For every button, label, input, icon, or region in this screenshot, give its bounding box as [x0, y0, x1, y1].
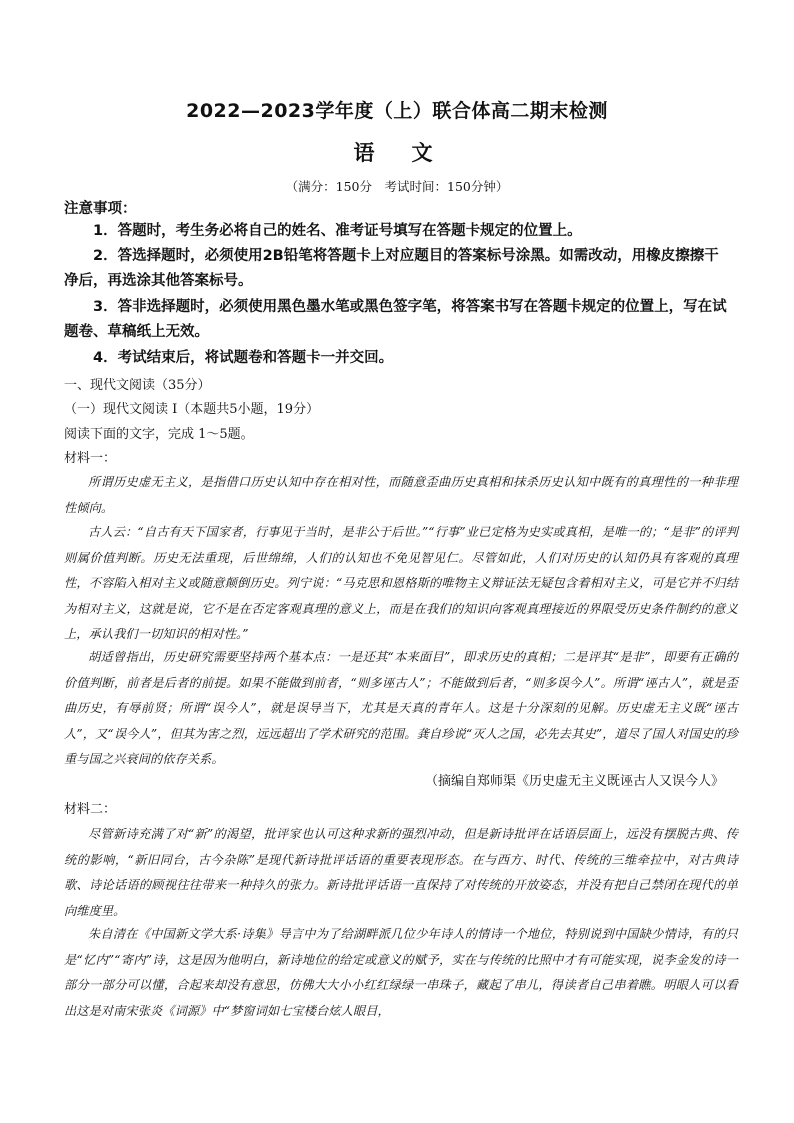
source-citation: （摘编自郑师渠《历史虚无主义既诬古人又误今人》 — [424, 774, 724, 789]
material2-paragraph: 尽管新诗充满了对“新”的渴望，批评家也认可这种求新的强烈冲动，但是新诗批评在话语层面上，远没有摆脱古典、传统的影响，“新旧同台，古今杂陈”是现代新诗批评话语的重要表现形态。在与西方、时代、传统的三维牵拉中，对古典诗歌、诗论话语的顾视往往带来一种持久的张力。新诗批评话语一直保持了对传统的开放姿态，并没有把自己禁闭在现代的单向维度里。 — [64, 827, 738, 918]
page-title: 2022—2023学年度（上）联合体高二期末检测 — [186, 100, 608, 122]
subsection-heading: （一）现代文阅读 I（本题共5小题，19分） — [64, 402, 320, 417]
notice-item: 4．考试结束后，将试题卷和答题卡一并交回。 — [93, 350, 394, 366]
section-heading: 一、现代文阅读（35分） — [64, 378, 211, 393]
subject-heading: 语 文 — [353, 141, 441, 165]
notice-item: 2．答选择题时，必须使用2B铅笔将答题卡上对应题目的答案标号涂黑。如需改动，用橡皮擦擦干净后，再选涂其他答案标号。 — [64, 248, 719, 289]
material-label: 材料二： — [64, 802, 117, 817]
notice-item: 1．答题时，考生务必将自己的姓名、准考证号填写在答题卡规定的位置上。 — [93, 223, 582, 239]
instruction-text: 阅读下面的文字，完成 1～5题。 — [64, 427, 254, 442]
exam-info: （满分：150分 考试时间：150分钟） — [285, 179, 509, 194]
material1-paragraph: 胡适曾指出，历史研究需要坚持两个基本点：一是还其“本来面目”，即求历史的真相；二是评其“是非”，即要有正确的价值判断，前者是后者的前提。如果不能做到前者，“则多诬古人”；不能做到后者，“则多误今人”。所谓“诬古人”，就是歪曲历史，有辱前贤；所谓“误今人”，就是误导当下，尤其是天真的青年人。这是十分深刻的见解。历史虚无主义既“诬古人”，又“误今人”，但其为害之烈，远远超出了学术研究的范围。龚自珍说“灭人之国，必先去其史”，道尽了国人对国史的珍重与国之兴衰间的依存关系。 — [64, 650, 738, 767]
material1-paragraph: 古人云：“自古有天下国家者，行事见于当时，是非公于后世。”“行事”业已定格为史实或真相，是唯一的；“是非”的评判则属价值判断。历史无法重现，后世绵绵，人们的认知也不免见智见仁。尽管如此，人们对历史的认知仍具有客观的真理性，不容陷入相对主义或随意颠倒历史。列宁说：“马克思和恩格斯的唯物主义辩证法无疑包含着相对主义，可是它并不归结为相对主义，这就是说，它不是在否定客观真理的意义上，而是在我们的知识向客观真理接近的界限受历史条件制约的意义上，承认我们一切知识的相对性。” — [64, 525, 738, 642]
material-label: 材料一： — [64, 451, 117, 466]
material1-paragraph: 所谓历史虚无主义，是指借口历史认知中存在相对性，而随意歪曲历史真相和抹杀历史认知中既有的真理性的一种非理性倾向。 — [64, 475, 738, 515]
notice-item: 3．答非选择题时，必须使用黑色墨水笔或黑色签字笔，将答案书写在答题卡规定的位置上，写在试题卷、草稿纸上无效。 — [64, 299, 727, 340]
notice-heading: 注意事项： — [64, 201, 137, 217]
material2-paragraph: 朱自清在《中国新文学大系·诗集》导言中为了给湖畔派几位少年诗人的情诗一个地位，特别说到中国缺少情诗，有的只是“忆内”“寄内”诗，这是因为他明白，新诗地位的给定或意义的赋予，实在与传统的比照中才有可能实现，说李金发的诗一部分一部分可以懂，合起来却没有意思，仿佛大大小小红红绿绿一串珠子，藏起了串儿，得读者自己串着瞧。明眼人可以看出这是对南宋张炎《词源》中“梦窗词如七宝楼台炫人眼目， — [64, 927, 738, 1018]
